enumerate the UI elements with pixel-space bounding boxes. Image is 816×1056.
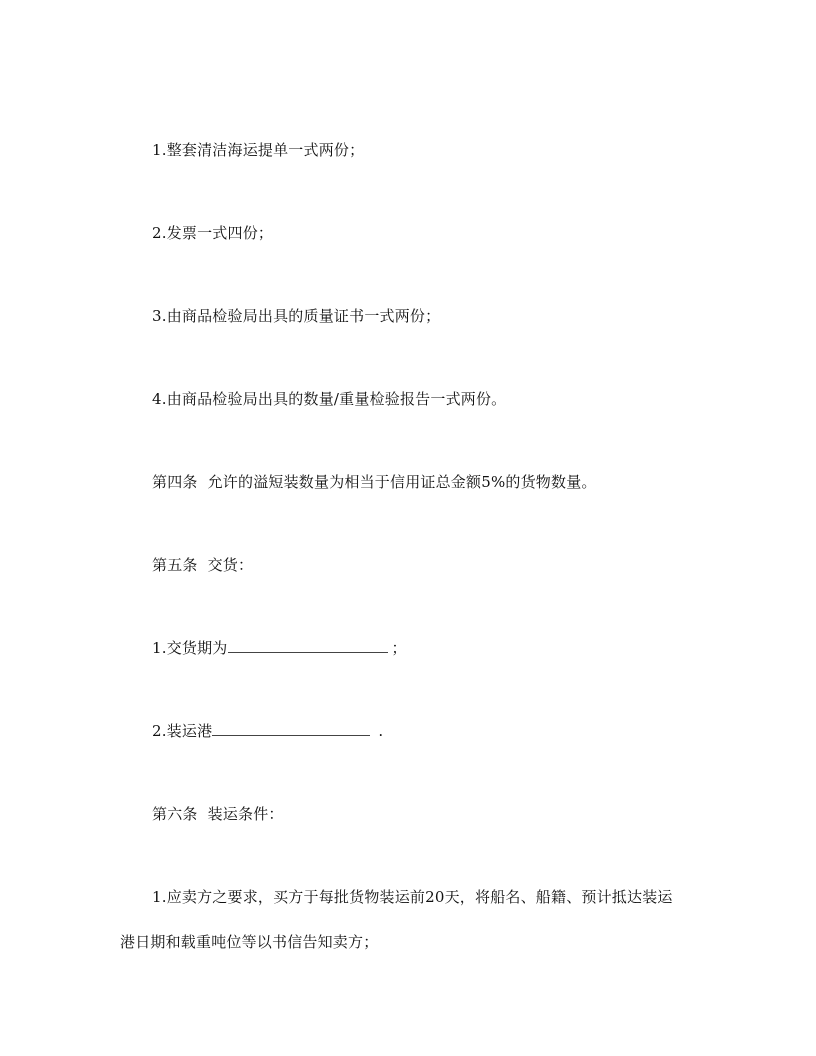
loading-port-end: . — [378, 722, 384, 740]
article-5-text: 交货： — [207, 556, 254, 574]
delivery-period-blank — [228, 638, 388, 653]
article-5-item-2 — [152, 721, 383, 741]
article-6-item-1-line-1: 1.应卖方之要求，买方于每批货物装运前20天，将船名、船籍、预计抵达装运 — [152, 888, 673, 906]
delivery-period-label: 1.交货期为 — [152, 639, 228, 657]
document-item-3: 3.由商品检验局出具的质量证书一式两份； — [152, 307, 441, 325]
document-item-1: 1.整套清洁海运提单一式两份； — [152, 141, 365, 159]
loading-port-label: 2.装运港 — [152, 722, 213, 740]
article-4-text: 允许的溢短装数量为相当于信用证总金额5%的货物数量。 — [207, 473, 597, 491]
article-4-paragraph — [152, 472, 597, 492]
article-5-paragraph — [152, 555, 253, 575]
article-6-text: 装运条件： — [207, 805, 284, 823]
document-item-2: 2.发票一式四份； — [152, 224, 274, 242]
article-4-heading: 第四条 — [152, 473, 198, 491]
article-6-item-1-line-2: 港日期和载重吨位等以书信告知卖方； — [120, 933, 379, 951]
article-5-heading: 第五条 — [152, 556, 198, 574]
loading-port-blank — [212, 721, 370, 736]
article-6-paragraph — [152, 804, 284, 824]
delivery-period-end: ； — [391, 639, 407, 657]
article-6-heading: 第六条 — [152, 805, 198, 823]
article-5-item-1 — [152, 638, 407, 658]
document-item-4: 4.由商品检验局出具的数量/重量检验报告一式两份。 — [152, 390, 507, 408]
